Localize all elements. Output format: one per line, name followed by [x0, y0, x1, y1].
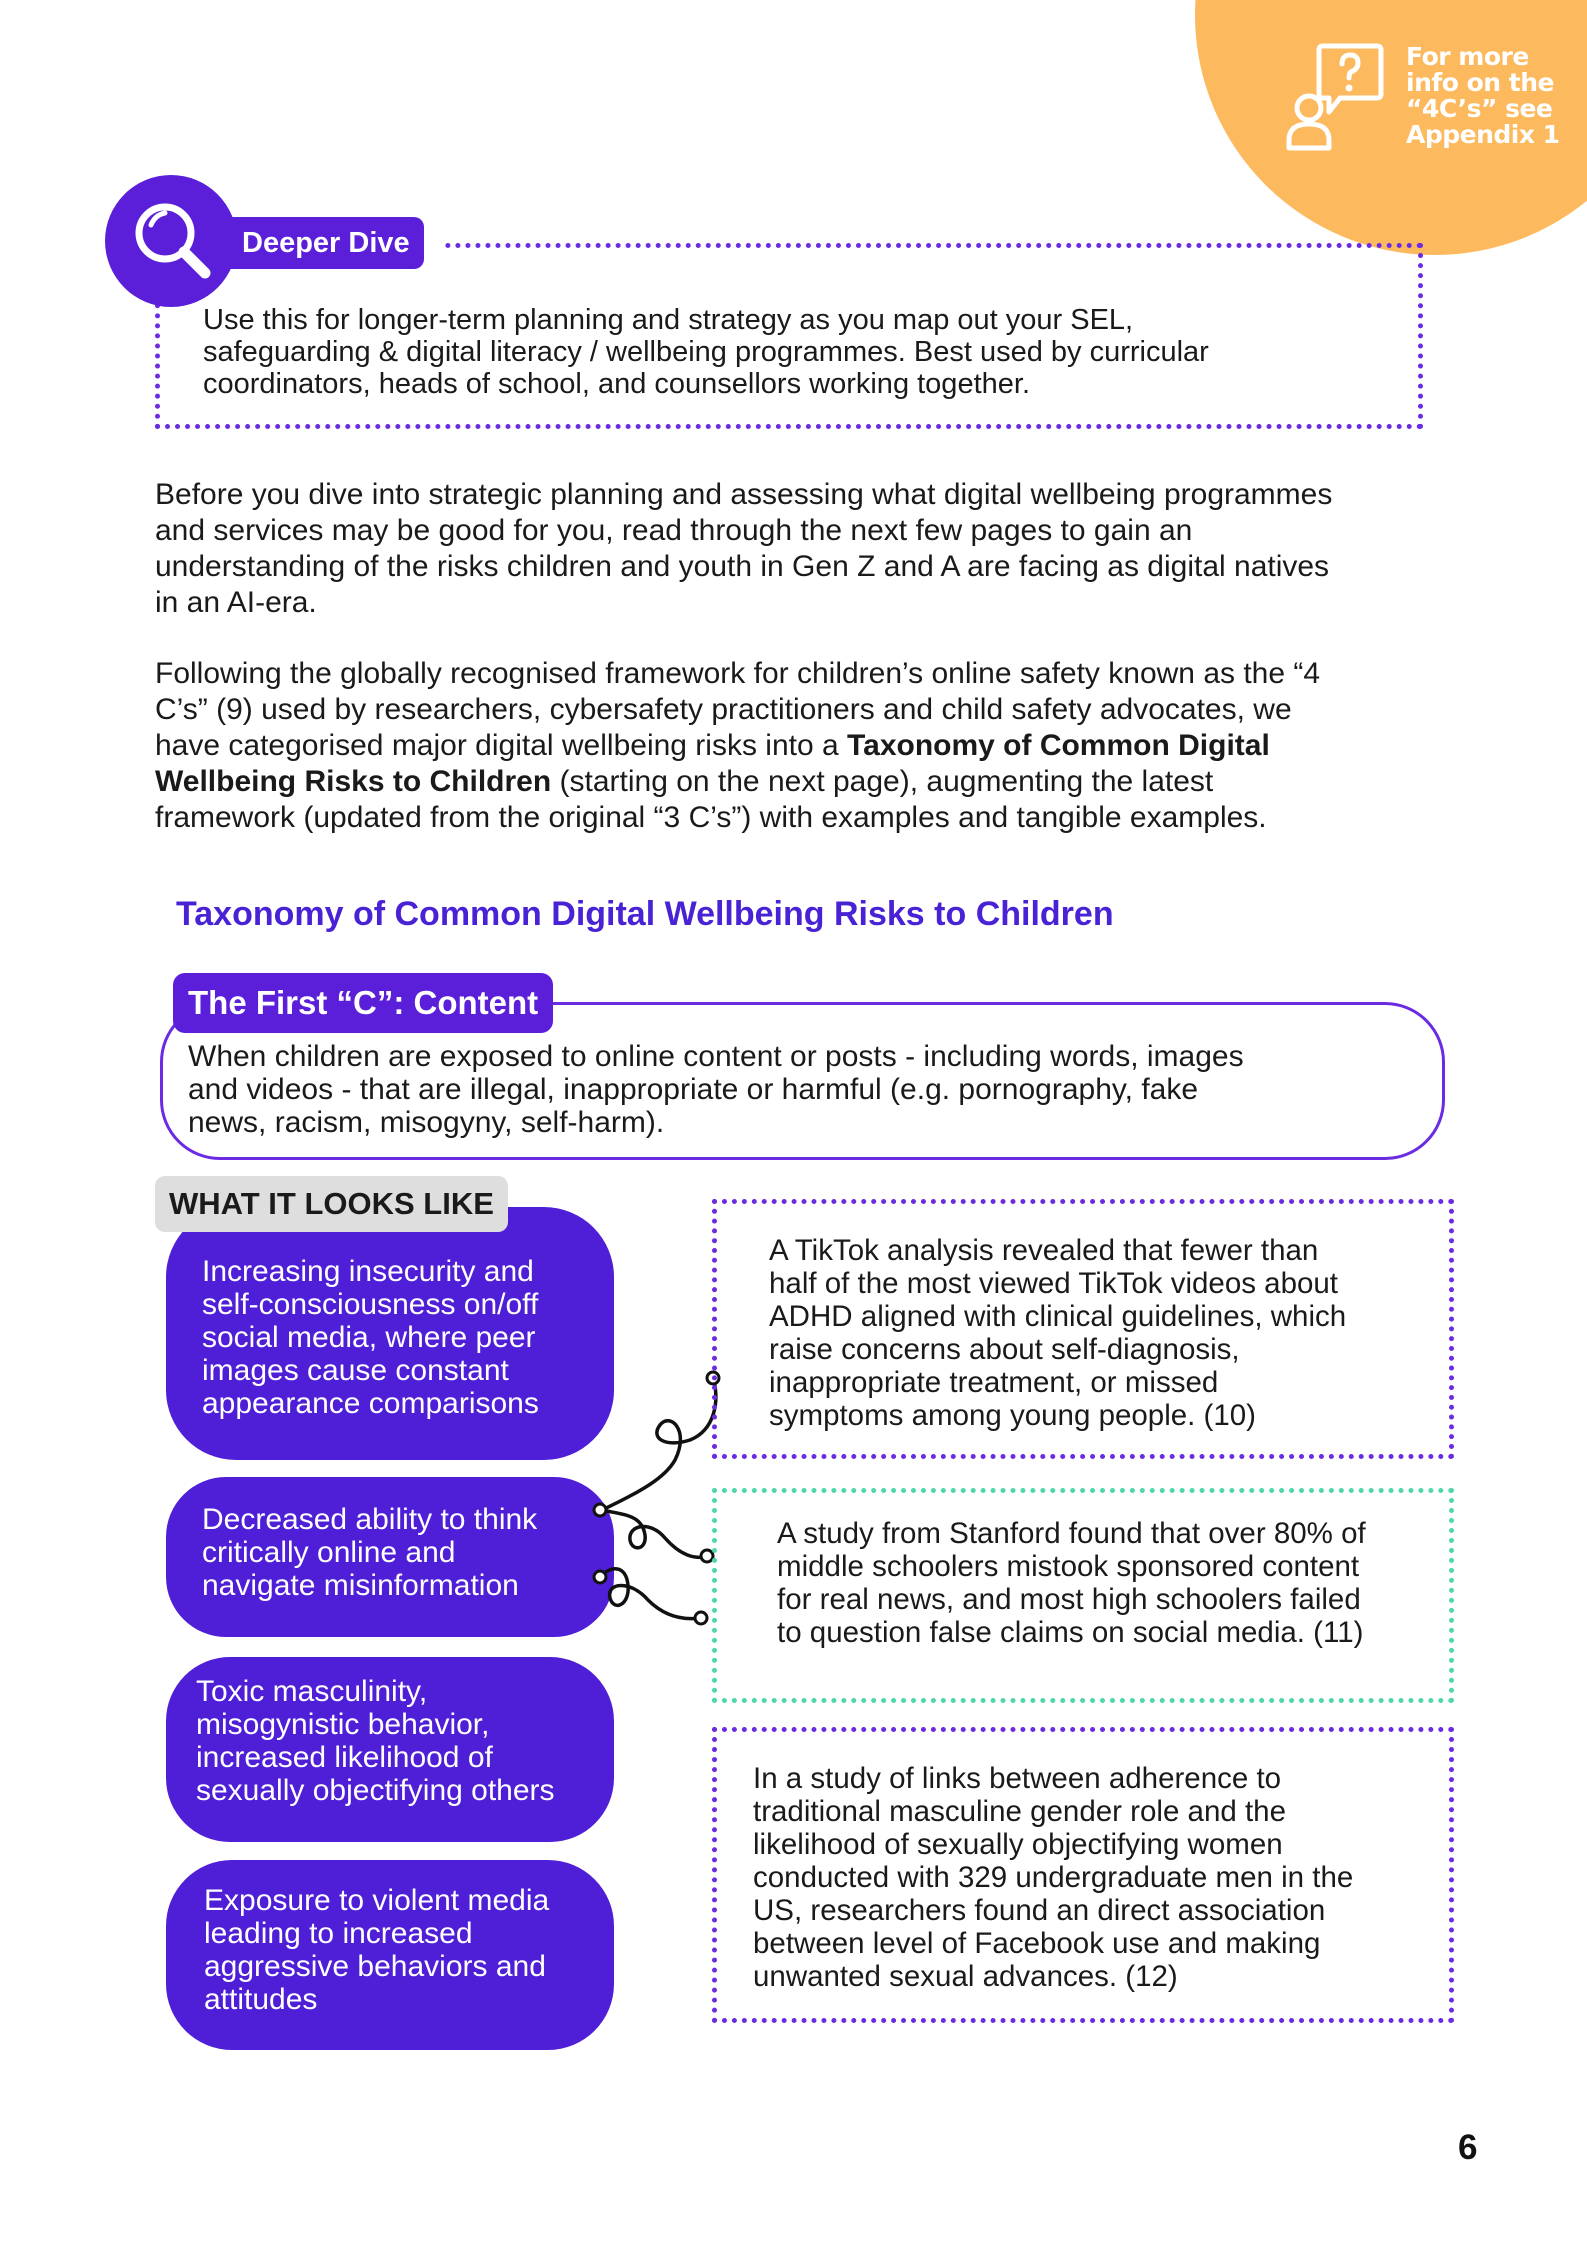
risk-pill-misinformation: Decreased ability to think critically online and navigate misinformation — [166, 1477, 614, 1637]
first-c-title: The First “C”: Content — [173, 973, 553, 1033]
deeper-dive-label: Deeper Dive — [228, 217, 424, 269]
example-box-tiktok: A TikTok analysis revealed that fewer than half of the most viewed TikTok videos about ADHD aligned with clinical guidelines, which raise concerns about self-diagnosis, inappropriate treatment, or missed symptoms among young people. (10) — [712, 1199, 1454, 1459]
content-definition: When children are exposed to online content or posts - including words, images and videos - that are illegal, inappropriate or harmful (e.g. pornography, fake news, racism, misogyny, self-harm). — [188, 1040, 1244, 1139]
risk-pill-insecurity: Increasing insecurity and self-consciousness on/off social media, where peer images cause constant appearance comparisons — [166, 1207, 614, 1460]
deeper-dive-badge — [105, 175, 237, 307]
example-box-facebook: In a study of links between adherence to traditional masculine gender role and the likelihood of sexually objectifying women conducted with 329 undergraduate men in the US, researchers found an direct association between level of Facebook use and making unwanted sexual advances. (12) — [712, 1727, 1454, 2023]
intro-paragraph: Before you dive into strategic planning and assessing what digital wellbeing programmes and services may be good for you, read through the next few pages to gain an understanding of the risks children and youth in Gen Z and A are facing as digital natives in an AI-era. — [155, 478, 1333, 619]
magnifier-icon — [105, 175, 237, 307]
risk-pill-violent-media: Exposure to violent media leading to increased aggressive behaviors and attitudes — [166, 1860, 614, 2050]
taxonomy-title: Taxonomy of Common Digital Wellbeing Risks to Children — [176, 895, 1114, 933]
deeper-dive-text: Use this for longer-term planning and strategy as you map out your SEL, safeguarding & digital literacy / wellbeing programmes. Best used by curricular coordinators, heads of school, and counsellors working together. — [203, 304, 1209, 400]
page-number: 6 — [1458, 2128, 1478, 2167]
person-question-icon — [1285, 42, 1385, 154]
example-box-stanford: A study from Stanford found that over 80% of middle schoolers mistook sponsored content for real news, and most high schoolers failed to question false claims on social media. (11) — [712, 1488, 1454, 1703]
what-it-looks-like-label: WHAT IT LOOKS LIKE — [155, 1176, 508, 1232]
appendix-note: For more info on the “4C’s” see Appendix 1 — [1406, 42, 1560, 149]
risk-pill-toxic-masculinity: Toxic masculinity, misogynistic behavior, increased likelihood of sexually objectifying others — [166, 1657, 614, 1842]
framework-paragraph: Following the globally recognised framework for children’s online safety known as the “4 C’s” (9) used by researchers, cybersafety practitioners and child safety advocates, we have categorised major digital wellbeing risks into a Taxonomy of Common Digital Wellbeing Risks to Children (starting on the next page), augmenting the latest framework (updated from the original “3 C’s”) with examples and tangible examples. — [155, 657, 1321, 834]
